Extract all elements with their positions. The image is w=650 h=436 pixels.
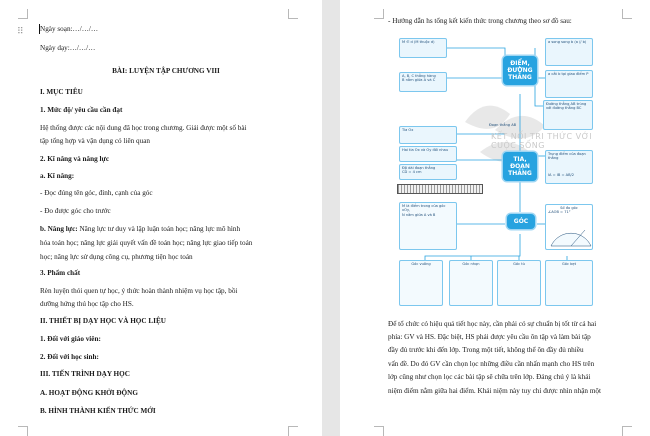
skills-b-line-3[interactable]: học; năng lực sử dụng công cụ, phương tiện học toán (40, 253, 193, 261)
date-teach[interactable]: Ngày dạy:…/…/… (40, 44, 96, 52)
crop-mark-top-right (288, 9, 298, 19)
card-measure-text: Số đo góc (560, 206, 578, 210)
crop-mark-top-right (622, 9, 632, 19)
skills-b-label: b. Năng lực: (40, 225, 78, 233)
paragraph-line-5[interactable]: lớp cũng như chọn lọc các bài tập sẽ chữa trên lớp. Đáng chú ý là khái (388, 373, 591, 381)
paragraph-line-1[interactable]: Để tổ chức có hiệu quả tiết học này, cần phải có sự chuẩn bị tốt từ cả hai (388, 320, 597, 328)
crop-mark-top-left (374, 9, 384, 19)
equipment-teacher[interactable]: 1. Đối với giáo viên: (40, 335, 101, 343)
left-page (0, 0, 322, 436)
activity-a-heading[interactable]: A. HOẠT ĐỘNG KHỞI ĐỘNG (40, 389, 138, 397)
skills-b-line-1[interactable] (40, 225, 240, 234)
node-ray-segment (503, 152, 537, 181)
card-segment-ab (487, 122, 527, 131)
requirements-line-2[interactable]: tập tổng hợp và vận dụng có liên quan (40, 137, 150, 145)
card-midpoint (545, 150, 593, 184)
card-opposite-rays (399, 146, 457, 162)
card-parallel-text: a song song b (a // b) (548, 40, 587, 44)
crop-mark-bottom-left (18, 426, 28, 436)
card-midpoint-formula: IA = IB = AB/2 (548, 172, 575, 177)
card-intersect (545, 70, 593, 98)
card-acute-angle-text: Góc nhọn (462, 262, 480, 266)
node-ray-segment-label: TIA, ĐOẠN THẲNG (508, 156, 532, 177)
card-line-bc (543, 100, 593, 130)
card-measure-formula: ∠AOB = 71° (548, 210, 571, 215)
quality-heading[interactable]: 3. Phẩm chất (40, 269, 81, 277)
card-collinear (399, 72, 447, 92)
card-right-angle-text: Góc vuông (411, 262, 431, 266)
card-straight-angle (545, 260, 593, 306)
skills-a-item-1[interactable]: - Đọc đúng tên góc, đỉnh, cạnh của góc (40, 189, 153, 197)
watermark-text: KẾT NỐI TRI THỨC VỚI CUỘC SỐNG (491, 132, 593, 150)
paragraph-line-4[interactable]: vấn đề. Do đó GV cần chọn lọc những điều cần nhấn mạnh cho HS trên (388, 360, 595, 368)
skills-b-line-2[interactable]: hóa toán học; năng lực giải quyết vấn đề toán học; năng lực giao tiếp toán (40, 239, 253, 247)
card-intersect-text: a cắt b tại giao điểm P (548, 72, 589, 76)
card-straight-angle-text: Góc bẹt (561, 262, 576, 266)
process-heading[interactable]: III. TIẾN TRÌNH DẠY HỌC (40, 370, 130, 378)
right-page (340, 0, 650, 436)
crop-mark-top-left (18, 9, 28, 19)
ruler-icon (397, 184, 483, 194)
diagram-intro[interactable]: - Hướng dẫn hs tổng kết kiến thức trong chương theo sơ đồ sau: (388, 17, 572, 25)
card-midpoint-text: Trung điểm của đoạn thẳng (548, 152, 586, 161)
card-length (399, 164, 457, 180)
date-compose[interactable]: Ngày soạn:…/…/… (40, 25, 99, 33)
paragraph-line-2[interactable]: phía: GV và HS. Đặc biệt, HS phải được yêu cầu ôn tập và làm bài tập (388, 333, 591, 341)
summary-diagram (395, 34, 595, 310)
drag-handle-icon[interactable]: ⠿ (17, 27, 23, 37)
card-segment-ab-text: Đoạn thẳng AB (489, 123, 517, 127)
node-point-line-label: ĐIỂM, ĐƯỜNG THẲNG (507, 60, 533, 81)
activity-b-heading[interactable]: B. HÌNH THÀNH KIẾN THỨC MỚI (40, 407, 156, 415)
card-inside-angle (399, 202, 457, 250)
card-opposite-rays-text: Hai tia Ox và Oy đối nhau (402, 148, 449, 152)
lesson-title[interactable]: BÀI: LUYỆN TẬP CHƯƠNG VIII (112, 67, 220, 75)
card-acute-angle (449, 260, 493, 306)
paragraph-line-3[interactable]: đầy đủ trước khi đến lớp. Trong một tiết, không thể ôn đầy đủ nhiều (388, 346, 584, 354)
node-angle (507, 214, 535, 229)
card-collinear-text: A, B, C thẳng hàng B nằm giữa A và C (402, 74, 436, 83)
crop-mark-bottom-right (288, 426, 298, 436)
card-m-in-d-text: M ∈ d (M thuộc d) (402, 40, 435, 44)
card-m-in-d (399, 38, 447, 58)
skills-a-item-2[interactable]: - Đo được góc cho trước (40, 207, 111, 215)
card-right-angle (399, 260, 443, 306)
card-measure (545, 204, 593, 250)
requirements-heading[interactable]: 1. Mức độ/ yêu cầu cần đạt (40, 106, 123, 114)
requirements-line-1[interactable]: Hệ thống được các nội dung đã học trong chương. Giải được một số bài (40, 124, 247, 132)
card-obtuse-angle-text: Góc tù (513, 262, 525, 266)
equipment-student[interactable]: 2. Đối với học sinh: (40, 353, 99, 361)
node-angle-label: GÓC (513, 218, 529, 225)
objectives-heading[interactable]: I. MỤC TIÊU (40, 88, 83, 96)
card-line-bc-text: Đường thẳng AB trùng với đường thẳng BC (546, 102, 587, 111)
card-ray-ox (399, 126, 457, 144)
crop-mark-bottom-left (374, 426, 384, 436)
quality-line-1[interactable]: Rèn luyện thói quen tự học, ý thức hoàn thành nhiệm vụ học tập, bồi (40, 287, 238, 295)
quality-line-2[interactable]: dưỡng hứng thú học tập cho HS. (40, 300, 134, 308)
paragraph-line-6[interactable]: niệm điểm nằm giữa hai điểm. Khái niệm này tuy chỉ được nhìn nhận một (388, 387, 601, 395)
node-point-line (503, 56, 537, 85)
skills-b-text: Năng lực tư duy và lập luận toán học; năng lực mô hình (77, 225, 241, 233)
skills-a-heading[interactable]: a. Kĩ năng: (40, 172, 75, 180)
equipment-heading[interactable]: II. THIẾT BỊ DẠY HỌC VÀ HỌC LIỆU (40, 317, 166, 325)
card-parallel (545, 38, 593, 66)
skills-heading[interactable]: 2. Kĩ năng và năng lực (40, 155, 110, 163)
card-ray-ox-text: Tia Ox (402, 128, 414, 132)
card-inside-angle-text: M là điểm trong của góc xOy, N nằm giữa A và B (402, 204, 446, 217)
card-length-text: Độ dài đoạn thẳng CD = 4 cm (402, 166, 436, 175)
crop-mark-bottom-right (622, 426, 632, 436)
card-obtuse-angle (497, 260, 541, 306)
